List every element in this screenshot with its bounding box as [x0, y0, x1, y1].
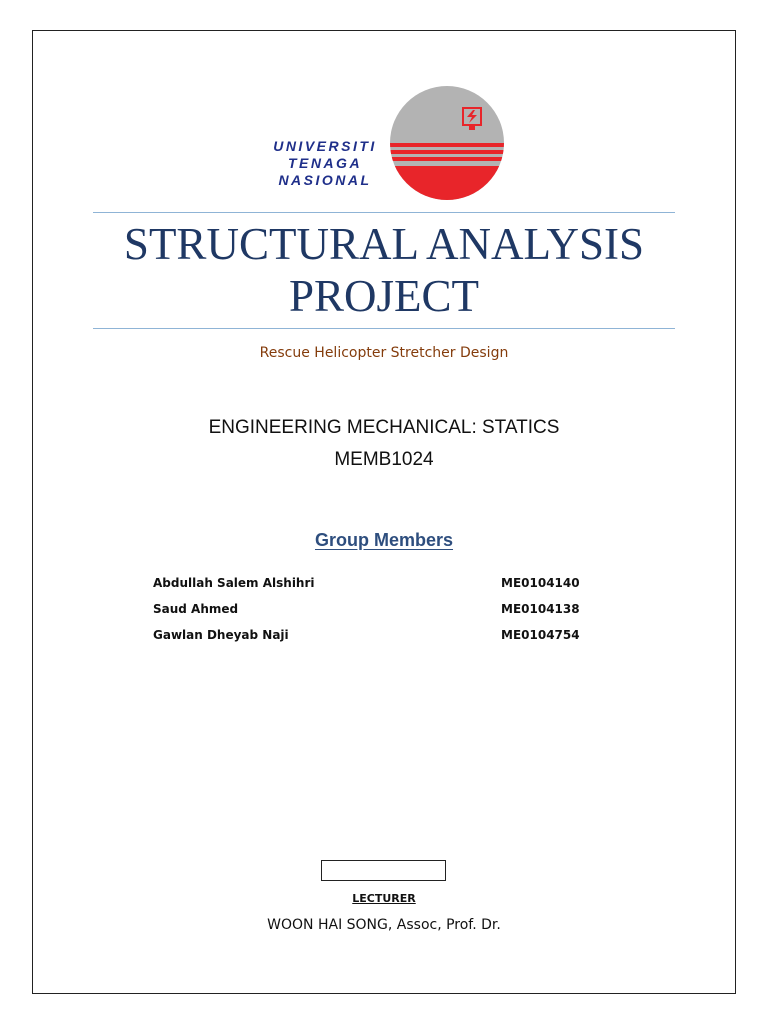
- logo-circle-icon: [387, 86, 507, 202]
- title-line-2: PROJECT: [288, 271, 480, 321]
- course-code: MEMB1024: [334, 449, 434, 470]
- logo-line-1: UNIVERSITI: [273, 138, 377, 154]
- lecturer-box: [321, 860, 446, 881]
- member-name: Abdullah Salem Alshihri: [153, 576, 315, 590]
- member-row: [153, 602, 593, 628]
- lecturer-label: LECTURER: [352, 892, 416, 905]
- project-subtitle: Rescue Helicopter Stretcher Design: [259, 345, 509, 361]
- member-id: ME0104140: [501, 576, 580, 590]
- title-rule-bottom: [93, 328, 675, 329]
- page-title: [60, 218, 708, 322]
- member-id: ME0104754: [501, 628, 580, 642]
- logo-text: [255, 138, 395, 189]
- title-line-1: STRUCTURAL ANALYSIS: [123, 219, 645, 269]
- member-id: ME0104138: [501, 602, 580, 616]
- logo-line-3: NASIONAL: [278, 172, 372, 188]
- member-row: [153, 628, 593, 654]
- member-row: [153, 576, 593, 602]
- lecturer-name: WOON HAI SONG, Assoc, Prof. Dr.: [267, 917, 501, 933]
- group-members-heading-text: Group Members: [314, 530, 454, 550]
- member-name: Gawlan Dheyab Naji: [153, 628, 289, 642]
- course-name: ENGINEERING MECHANICAL: STATICS: [208, 417, 560, 438]
- members-list: [153, 576, 593, 654]
- logo-line-2: TENAGA: [287, 155, 363, 171]
- title-rule-top: [93, 212, 675, 213]
- member-name: Saud Ahmed: [153, 602, 239, 616]
- group-members-heading: [0, 530, 768, 551]
- university-logo: [255, 86, 515, 202]
